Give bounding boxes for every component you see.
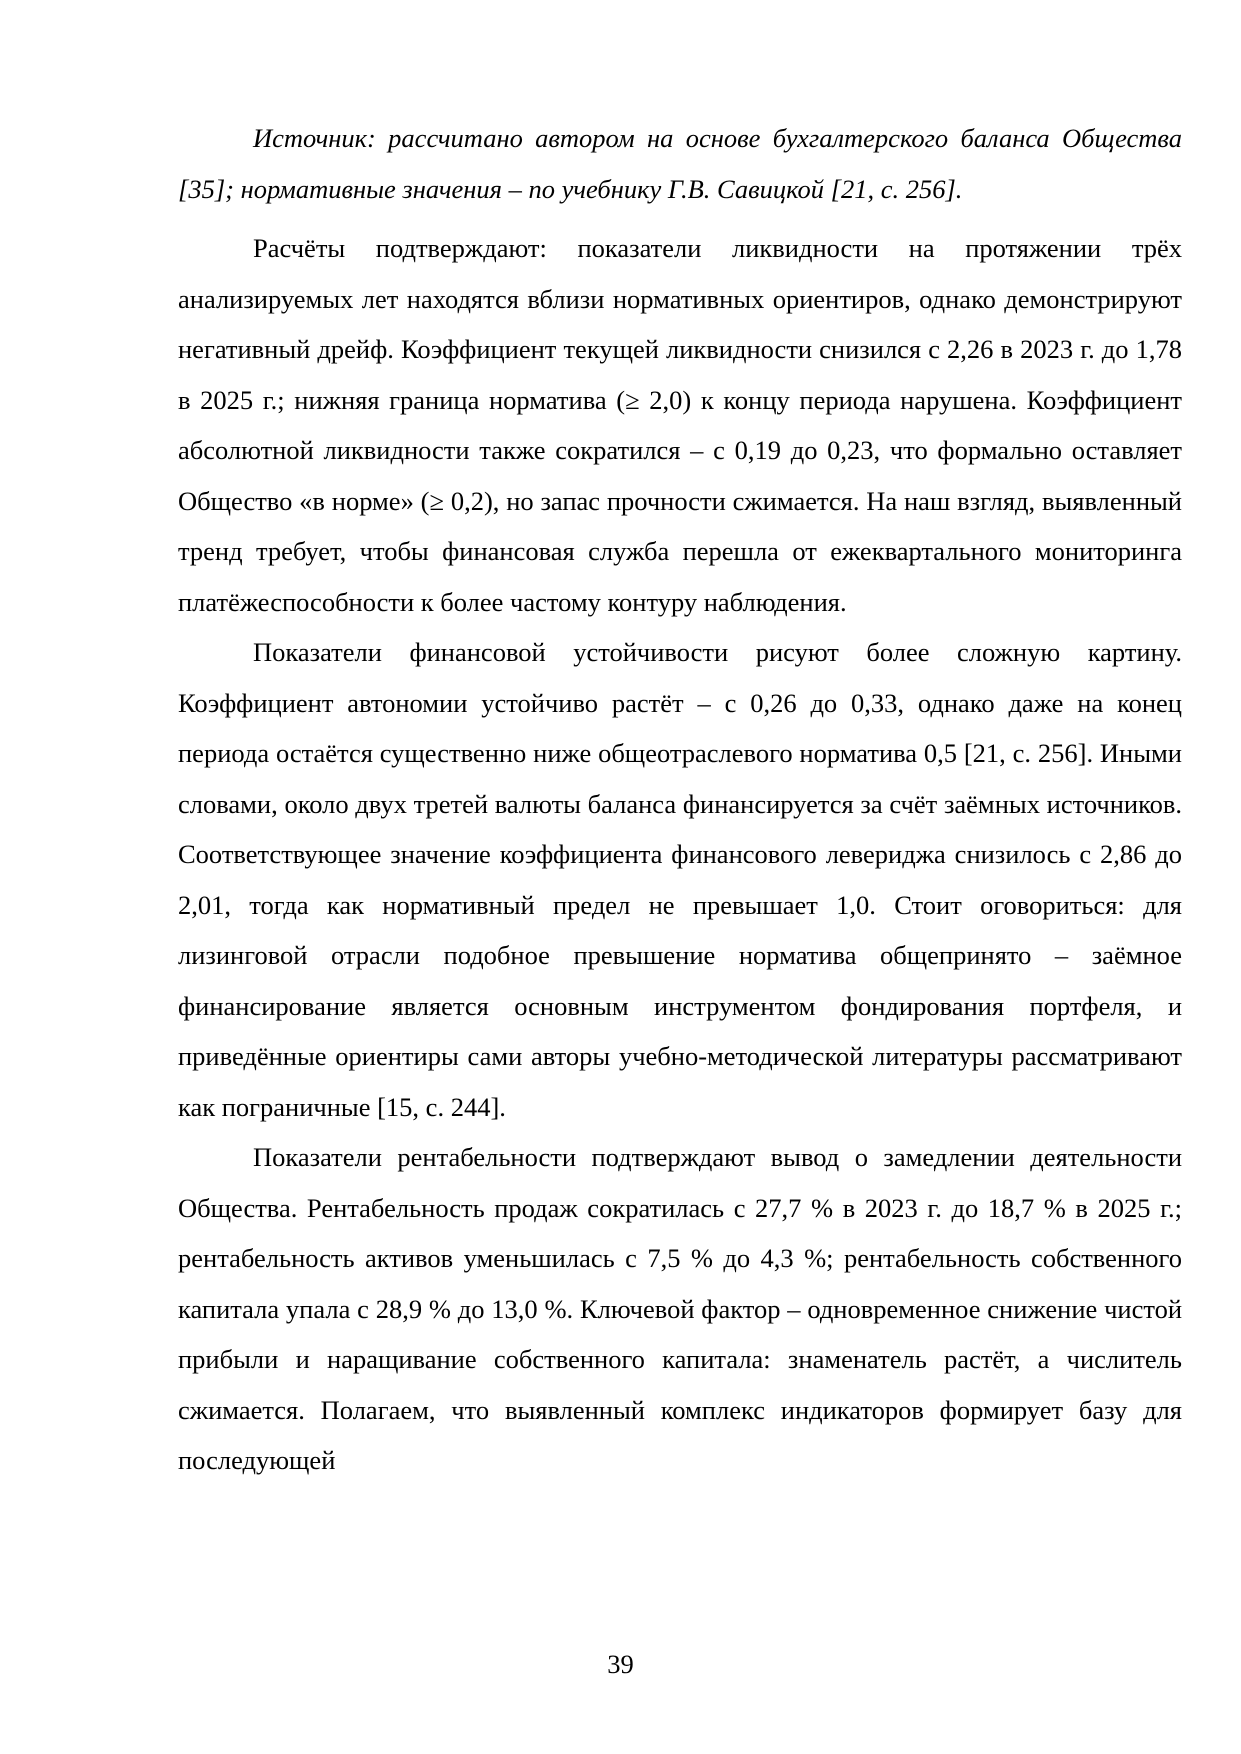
source-note: Источник: рассчитано автором на основе бухгалтерского баланса Общества [35]; нормативные значения – по учебнику Г.В. Савицкой [21, с. 256]. <box>178 123 1182 204</box>
paragraph-profitability: Показатели рентабельности подтверждают вывод о замедлении деятельности Общества. Рентабельность продаж сократилась с 27,7 % в 2023 г. до 18,7 % в 2025 г.; рентабельность активов уменьшилась с 7,5 % до 4,3 %; рентабельность собственного капитала упала с 28,9 % до 13,0 %. Ключевой фактор – одновременное снижение чистой прибыли и наращивание собственного капитала: знаменатель растёт, а числитель сжимается. Полагаем, что выявленный комплекс индикаторов формирует базу для последующей <box>178 1142 1182 1475</box>
page-number: 39 <box>607 1649 634 1679</box>
paragraph-liquidity: Расчёты подтверждают: показатели ликвидности на протяжении трёх анализируемых лет находятся вблизи нормативных ориентиров, однако демонстрируют негативный дрейф. Коэффициент текущей ликвидности снизился с 2,26 в 2023 г. до 1,78 в 2025 г.; нижняя граница норматива (≥ 2,0) к концу периода нарушена. Коэффициент абсолютной ликвидности также сократился – с 0,19 до 0,23, что формально оставляет Общество «в норме» (≥ 0,2), но запас прочности сжимается. На наш взгляд, выявленный тренд требует, чтобы финансовая служба перешла от ежеквартального мониторинга платёжеспособности к более частому контуру наблюдения. <box>178 233 1182 617</box>
page-body <box>178 113 1182 1486</box>
paragraph-financial-stability: Показатели финансовой устойчивости рисуют более сложную картину. Коэффициент автономии устойчиво растёт – с 0,26 до 0,33, однако даже на конец периода остаётся существенно ниже общеотраслевого норматива 0,5 [21, с. 256]. Иными словами, около двух третей валюты баланса финансируется за счёт заёмных источников. Соответствующее значение коэффициента финансового левериджа снизилось с 2,86 до 2,01, тогда как нормативный предел не превышает 1,0. Стоит оговориться: для лизинговой отрасли подобное превышение норматива общепринято – заёмное финансирование является основным инструментом фондирования портфеля, и приведённые ориентиры сами авторы учебно-методической литературы рассматривают как пограничные [15, с. 244]. <box>178 637 1182 1122</box>
